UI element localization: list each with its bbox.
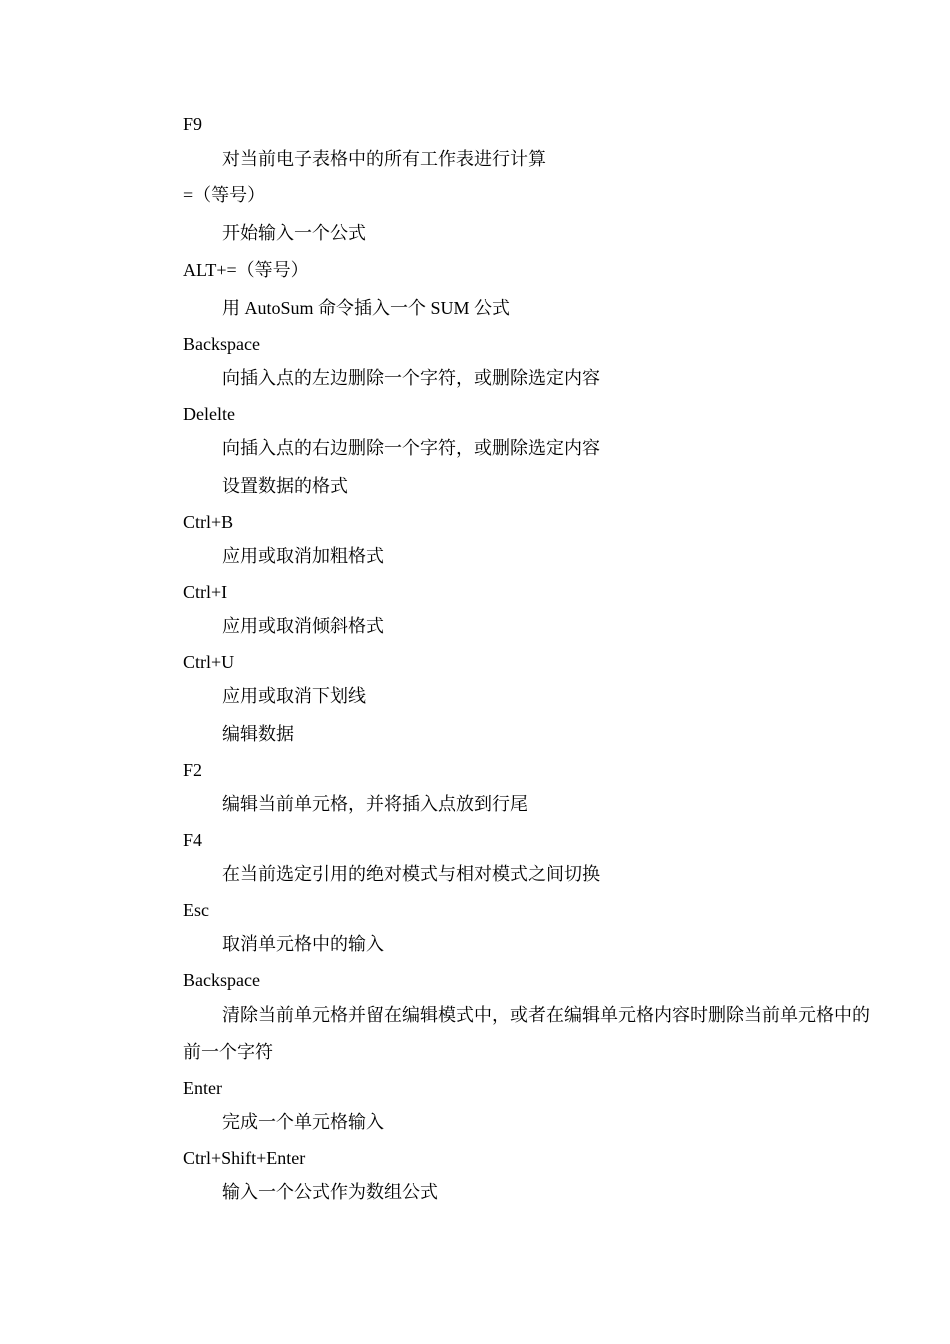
shortcut-key: Ctrl+Shift+Enter	[183, 1148, 306, 1168]
shortcut-description: 应用或取消倾斜格式	[222, 616, 384, 636]
shortcut-description: 应用或取消加粗格式	[222, 546, 384, 566]
shortcut-description: 取消单元格中的输入	[222, 934, 384, 954]
shortcut-key: F2	[183, 760, 203, 780]
shortcut-description: 输入一个公式作为数组公式	[222, 1182, 438, 1202]
shortcut-description: 清除当前单元格并留在编辑模式中，或者在编辑单元格内容时删除当前单元格中的	[222, 1005, 870, 1025]
shortcut-key: Enter	[183, 1078, 222, 1098]
shortcut-description: 开始输入一个公式	[222, 223, 366, 243]
shortcut-key: Delelte	[183, 404, 235, 424]
shortcut-key: Backspace	[183, 334, 260, 354]
shortcut-description: 编辑当前单元格，并将插入点放到行尾	[222, 794, 528, 814]
shortcut-key: F4	[183, 830, 203, 850]
shortcut-description: 完成一个单元格输入	[222, 1112, 384, 1132]
shortcut-key: Ctrl+I	[183, 582, 228, 602]
shortcut-key: Ctrl+B	[183, 512, 234, 532]
shortcut-description: 用 AutoSum 命令插入一个 SUM 公式	[222, 298, 511, 318]
shortcut-key: ALT+=（等号）	[183, 260, 309, 280]
shortcut-description-continued: 前一个字符	[183, 1042, 273, 1062]
shortcut-key: Ctrl+U	[183, 652, 235, 672]
shortcut-key: Esc	[183, 900, 209, 920]
shortcut-description: 向插入点的左边删除一个字符，或删除选定内容	[222, 368, 600, 388]
shortcut-description: 应用或取消下划线	[222, 686, 366, 706]
shortcut-key: F9	[183, 114, 203, 134]
section-heading: 编辑数据	[222, 724, 294, 744]
shortcut-key: Backspace	[183, 970, 260, 990]
shortcut-description: 在当前选定引用的绝对模式与相对模式之间切换	[222, 864, 600, 884]
shortcut-description: 对当前电子表格中的所有工作表进行计算	[222, 149, 546, 169]
shortcut-description: 向插入点的右边删除一个字符，或删除选定内容	[222, 438, 600, 458]
shortcut-key: =（等号）	[183, 185, 266, 205]
section-heading: 设置数据的格式	[222, 476, 348, 496]
